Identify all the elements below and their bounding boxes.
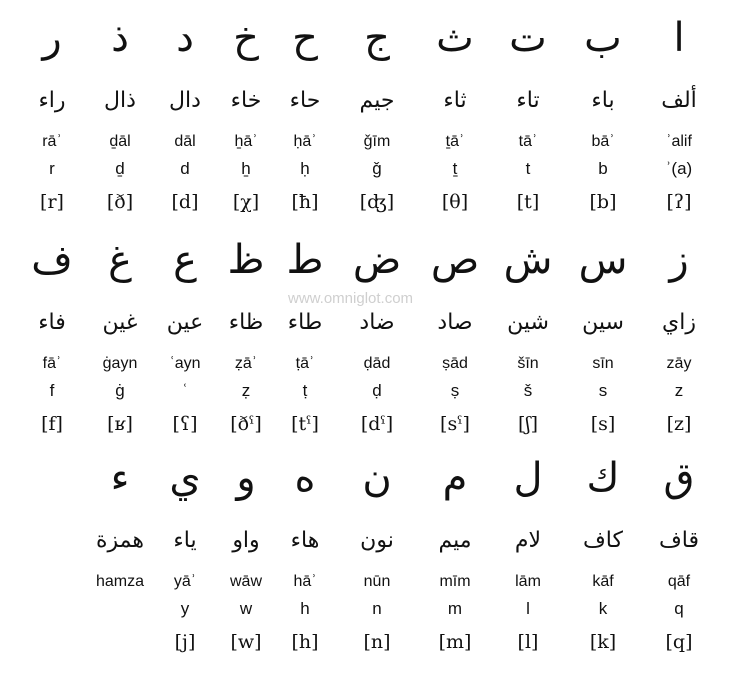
ipa-symbol: [w]	[230, 631, 262, 653]
transliteration: ʿayn	[169, 355, 201, 372]
latin-equivalent: n	[372, 599, 382, 618]
arabic-letter: س	[578, 237, 628, 283]
latin-equivalent: y	[180, 599, 190, 618]
arabic-letter: م	[442, 455, 468, 501]
watermark: www.omniglot.com	[288, 290, 414, 307]
transliteration: sīn	[592, 355, 614, 372]
latin-equivalent: ṭ	[302, 381, 308, 400]
ipa-symbol: [f]	[41, 413, 63, 435]
arabic-letter: ل	[513, 455, 543, 501]
transliteration: kāf	[592, 573, 614, 590]
latin-equivalent: r	[49, 159, 55, 178]
letter-name: راء	[38, 88, 66, 113]
ipa-symbol: [k]	[589, 631, 617, 653]
letter-name: هاء	[290, 528, 320, 553]
ipa-symbol: [d]	[171, 191, 199, 213]
latin-equivalent: b	[598, 159, 608, 178]
ipa-symbol: [b]	[589, 191, 617, 213]
letter-name: ذال	[104, 88, 136, 113]
ipa-symbol: [s]	[590, 413, 616, 435]
latin-equivalent: š	[523, 381, 533, 400]
letter-name: حاء	[289, 88, 321, 113]
latin-equivalent: z	[674, 381, 684, 400]
letter-name: ضاد	[359, 310, 395, 335]
ipa-symbol: [ʃ]	[518, 413, 538, 435]
transliteration: šīn	[517, 355, 539, 372]
latin-equivalent: k	[598, 599, 608, 618]
arabic-letter: ط	[286, 237, 324, 283]
latin-equivalent: q	[674, 599, 684, 618]
arabic-letter: ء	[110, 455, 130, 501]
letter-name: قاف	[658, 528, 700, 553]
letter-name: ظاء	[228, 310, 264, 335]
letter-name: واو	[232, 528, 260, 553]
transliteration: rāʾ	[42, 133, 62, 150]
arabic-letter: ت	[509, 15, 547, 61]
ipa-symbol: [ʤ]	[359, 191, 395, 213]
latin-equivalent: m	[447, 599, 463, 618]
letter-name: غين	[102, 310, 138, 335]
arabic-letter: ر	[42, 15, 62, 61]
latin-equivalent: ṣ	[450, 381, 460, 400]
ipa-symbol: [ð]	[106, 191, 134, 213]
latin-equivalent: s	[598, 381, 608, 400]
arabic-letter: د	[176, 15, 194, 61]
ipa-symbol: [l]	[517, 631, 539, 653]
arabic-letter: ث	[436, 15, 474, 61]
ipa-symbol: [n]	[363, 631, 391, 653]
letter-name: كاف	[583, 528, 623, 553]
ipa-symbol: [z]	[666, 413, 692, 435]
transliteration: ṯāʾ	[445, 133, 465, 150]
ipa-symbol: [j]	[174, 631, 196, 653]
latin-equivalent: ẖ	[241, 159, 251, 178]
transliteration: hamza	[95, 573, 145, 590]
latin-equivalent: w	[239, 599, 253, 618]
transliteration: hāʾ	[293, 573, 317, 590]
letter-name: ياء	[173, 528, 197, 553]
latin-equivalent: ġ	[115, 381, 125, 400]
ipa-symbol: [ʁ]	[107, 413, 133, 435]
arabic-letter: ف	[31, 237, 73, 283]
ipa-symbol: [h]	[291, 631, 319, 653]
arabic-letter: ض	[352, 237, 402, 283]
ipa-symbol: [χ]	[232, 191, 260, 213]
transliteration: tāʾ	[518, 133, 538, 150]
transliteration: wāw	[229, 573, 262, 590]
letter-name: ألف	[661, 88, 697, 113]
ipa-symbol: [m]	[438, 631, 472, 653]
letter-name: عين	[166, 310, 204, 335]
latin-equivalent: ḍ	[372, 381, 382, 400]
latin-equivalent: h	[300, 599, 310, 618]
transliteration: ḥāʾ	[293, 133, 317, 150]
transliteration: bāʾ	[591, 133, 615, 150]
arabic-letter: ز	[669, 237, 689, 283]
latin-equivalent: ʿ	[182, 381, 188, 400]
arabic-letter: ك	[586, 455, 620, 501]
ipa-symbol: [ʔ]	[666, 191, 692, 213]
transliteration: ẓāʾ	[234, 355, 258, 372]
letter-name: ميم	[438, 528, 472, 553]
transliteration: yāʾ	[173, 573, 197, 590]
latin-equivalent: ǧ	[372, 159, 382, 178]
arabic-letter: ن	[362, 455, 392, 501]
letter-name: لام	[514, 528, 542, 553]
arabic-letter: ظ	[227, 237, 265, 283]
transliteration: nūn	[363, 573, 391, 590]
ipa-symbol: [t]	[516, 191, 540, 213]
letter-name: تاء	[516, 88, 540, 113]
arabic-letter: ح	[292, 15, 318, 61]
arabic-letter: ص	[430, 237, 480, 283]
arabic-letter: ع	[173, 237, 197, 283]
latin-equivalent: d	[180, 159, 190, 178]
latin-equivalent: ʾ(a)	[665, 159, 693, 178]
transliteration: ṭāʾ	[295, 355, 315, 372]
arabic-letter: خ	[233, 15, 259, 61]
letter-name: باء	[591, 88, 615, 113]
arabic-letter: ج	[364, 15, 390, 61]
transliteration: ḏāl	[109, 133, 131, 150]
ipa-symbol: [ðˤ]	[230, 413, 262, 435]
ipa-symbol: [tˤ]	[291, 413, 319, 435]
letter-name: نون	[360, 528, 394, 553]
letter-name: سين	[582, 310, 624, 335]
transliteration: ǧīm	[363, 133, 391, 150]
letter-name: فاء	[38, 310, 66, 335]
arabic-letter: غ	[108, 237, 132, 283]
arabic-letter: ش	[503, 237, 553, 283]
letter-name: ثاء	[443, 88, 467, 113]
transliteration: ṣād	[442, 355, 468, 372]
transliteration: ḍād	[363, 355, 391, 372]
arabic-letter: ا	[673, 15, 685, 61]
transliteration: fāʾ	[42, 355, 62, 372]
ipa-symbol: [r]	[40, 191, 64, 213]
latin-equivalent: ẓ	[241, 381, 251, 400]
letter-name: همزة	[96, 528, 144, 553]
transliteration: zāy	[666, 355, 692, 372]
latin-equivalent: t	[525, 159, 531, 178]
letter-name: جيم	[359, 88, 395, 113]
ipa-symbol: [sˤ]	[440, 413, 470, 435]
latin-equivalent: ḥ	[300, 159, 310, 178]
ipa-symbol: [q]	[665, 631, 693, 653]
ipa-symbol: [dˤ]	[360, 413, 394, 435]
transliteration: ġayn	[102, 355, 138, 372]
ipa-symbol: [ħ]	[291, 191, 319, 213]
arabic-letter: ق	[663, 455, 695, 501]
latin-equivalent: l	[526, 599, 530, 618]
transliteration: dāl	[174, 133, 196, 150]
transliteration: ẖāʾ	[234, 133, 258, 150]
letter-name: طاء	[287, 310, 323, 335]
transliteration: lām	[515, 573, 541, 590]
latin-equivalent: ṯ	[452, 159, 458, 178]
ipa-symbol: [θ]	[441, 191, 469, 213]
latin-equivalent: f	[49, 381, 55, 400]
arabic-letter: ذ	[111, 15, 129, 61]
letter-name: دال	[169, 88, 201, 113]
arabic-letter: و	[236, 455, 256, 501]
letter-name: شين	[507, 310, 549, 335]
letter-name: صاد	[437, 310, 473, 335]
arabic-letter: ب	[584, 15, 622, 61]
transliteration: qāf	[667, 573, 691, 590]
arabic-letter: ه	[294, 455, 316, 501]
letter-name: زاي	[662, 310, 696, 335]
letter-name: خاء	[230, 88, 262, 113]
ipa-symbol: [ʕ]	[172, 413, 198, 435]
transliteration: mīm	[439, 573, 471, 590]
transliteration: ʾalif	[666, 133, 692, 150]
latin-equivalent: ḏ	[115, 159, 125, 178]
arabic-letter: ي	[169, 455, 201, 501]
